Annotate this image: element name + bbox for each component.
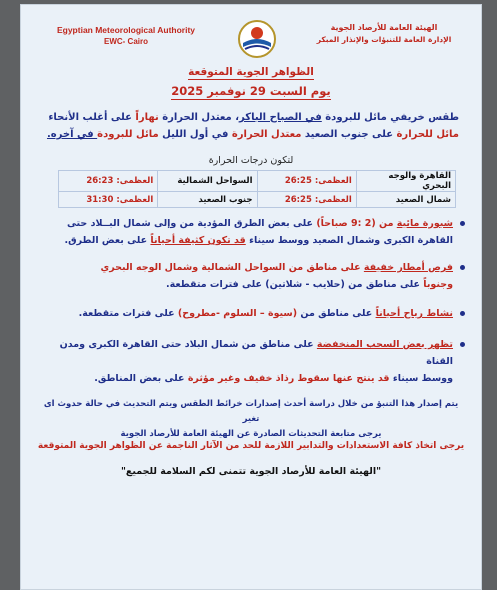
bulletin-document bbox=[20, 4, 482, 590]
forecast-date: يوم السبت 29 نوفمبر 2025 bbox=[171, 84, 331, 98]
bullet-dot-icon bbox=[460, 311, 465, 316]
authority-logo-icon bbox=[237, 19, 277, 59]
precautions-note: يرجى اتخاذ كافة الاستعدادات والتدابير اللازمة للحد من الآثار الناجمة عن الظواهر الجوية المتوقعة bbox=[37, 441, 465, 451]
list-item-rain: فرص أمطار خفيفة على مناطق من السواحل الشمالية وشمال الوجه البحري وجنوباً على مناطق من (حلايب - شلاتين) على فترات متقطعة. bbox=[35, 259, 465, 293]
temperature-table bbox=[58, 170, 456, 208]
bullet-dot-icon bbox=[460, 265, 465, 270]
phenomena-list bbox=[35, 215, 465, 387]
region-cell: جنوب الصعيد bbox=[158, 192, 257, 208]
region-cell: القاهرة والوجه البحري bbox=[356, 171, 455, 192]
table-row bbox=[59, 171, 456, 192]
list-item-wind: نشاط رياح أحياناً على مناطق من (سيوة – السلوم -مطروح) على فترات متقطعة. bbox=[35, 305, 465, 322]
list-item-fog: شبورة مائية من (2 :9 صباحاً) على بعض الطرق المؤدية من وإلى شمال البــلاد حتى القاهرة الكبرى وشمال الصعيد ووسط سيناء قد تكون كثيفة أحياناً على بعض الطرق. bbox=[35, 215, 465, 249]
list-item-clouds: تظهر بعض السحب المنخفضة على مناطق من شمال البلاد حتى القاهرة الكبرى ومدن القناة ووسط سيناء قد ينتج عنها سقوط رذاذ خفيف وغير مؤثرة على بعض المناطق. bbox=[35, 336, 465, 387]
update-note: يتم إصدار هذا التنبؤ من خلال دراسة أحدث إصدارات خرائط الطقس ويتم التحديث في حالة حدوث اى تغير يرجى متابعة التحديثات الصادرة عن الهيئة العامة للأرصاد الجوية bbox=[43, 399, 459, 439]
max-temp-cell: العظمى: 31:30 bbox=[59, 192, 158, 208]
region-cell: السواحل الشمالية bbox=[158, 171, 257, 192]
weather-summary: طقس خريفي مائل للبرودة في الصباح الباكر، معتدل الحرارة نهاراً على أغلب الأنحاء مائل للحرارة على جنوب الصعيد معتدل الحرارة في أول الليل مائل للبرودة في آخره. bbox=[46, 112, 459, 140]
org-unit-en: EWC- Cairo bbox=[104, 37, 148, 46]
org-name-ar: الهيئة العامة للأرصاد الجوية bbox=[330, 23, 438, 32]
temperatures-caption: لتكون درجات الحرارة bbox=[208, 155, 294, 166]
region-cell: شمال الصعيد bbox=[356, 192, 455, 208]
page-title: الظواهر الجوية المتوقعة bbox=[188, 66, 314, 78]
header-org-english bbox=[51, 25, 201, 46]
closing-note: "الهيئة العامة للأرصاد الجوية تتمنى لكم السلامة للجميع" bbox=[120, 466, 382, 477]
max-temp-cell: العظمى: 26:25 bbox=[257, 192, 356, 208]
table-row bbox=[59, 192, 456, 208]
max-temp-cell: العظمى: 26:23 bbox=[59, 171, 158, 192]
max-temp-cell: العظمى: 26:25 bbox=[257, 171, 356, 192]
header-org-arabic bbox=[299, 23, 469, 44]
org-name-en: Egyptian Meteorological Authority bbox=[56, 25, 196, 35]
bullet-dot-icon bbox=[460, 221, 465, 226]
bullet-dot-icon bbox=[460, 342, 465, 347]
org-unit-ar: الإدارة العامة للتنبؤات والإنذار المبكر bbox=[316, 35, 452, 44]
